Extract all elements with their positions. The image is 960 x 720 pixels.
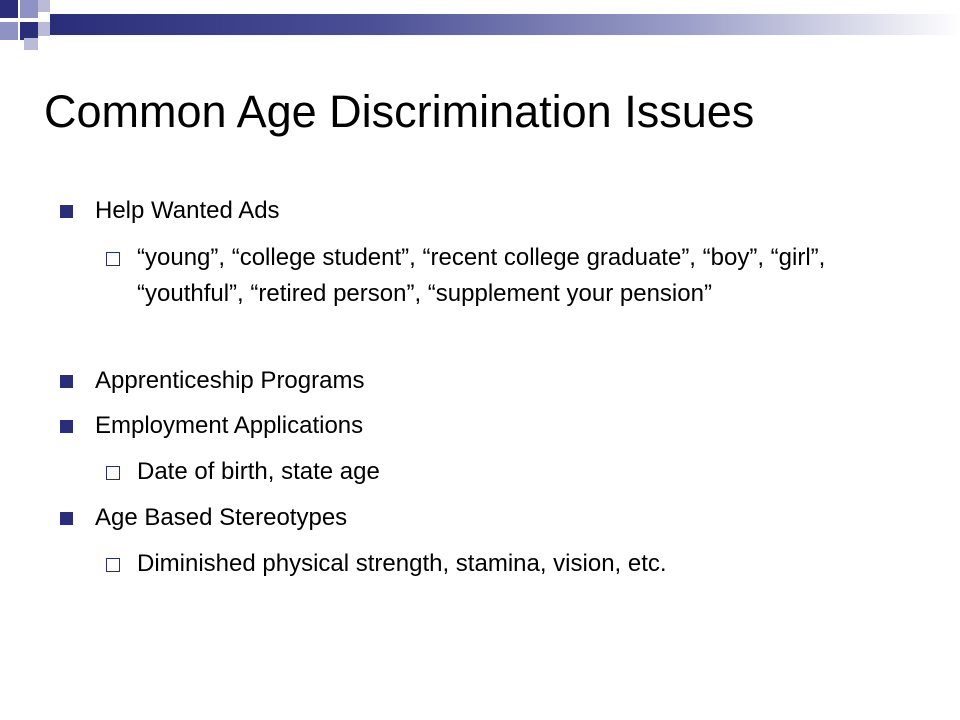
hollow-square-bullet-icon	[106, 252, 120, 266]
sub-bullet-item: Diminished physical strength, stamina, vision, etc.	[137, 550, 667, 577]
square-bullet-icon	[60, 375, 73, 388]
slide-title: Common Age Discrimination Issues	[44, 86, 755, 137]
square-bullet-icon	[60, 420, 73, 433]
sub-bullet-item: Date of birth, state age	[137, 458, 380, 485]
bullet-item: Employment Applications	[95, 412, 364, 439]
hollow-square-bullet-icon	[106, 558, 120, 572]
bullet-item: Apprenticeship Programs	[95, 367, 365, 394]
bullet-item: Help Wanted Ads	[95, 197, 280, 224]
deco-square-light	[0, 22, 18, 40]
square-bullet-icon	[60, 512, 73, 525]
deco-square-light	[38, 22, 50, 36]
square-bullet-icon	[60, 205, 73, 218]
deco-square-light	[38, 0, 50, 12]
deco-square-light	[20, 0, 38, 18]
header-gradient-band	[50, 14, 960, 35]
sub-bullet-item: “young”, “college student”, “recent college graduate”, “boy”, “girl”, “youthful”, “retired person”, “supplement your pension”	[137, 244, 826, 307]
deco-square-dark	[0, 0, 18, 18]
deco-square-light	[24, 38, 38, 50]
top-decoration	[0, 0, 960, 50]
hollow-square-bullet-icon	[106, 466, 120, 480]
bullet-item: Age Based Stereotypes	[95, 504, 348, 531]
